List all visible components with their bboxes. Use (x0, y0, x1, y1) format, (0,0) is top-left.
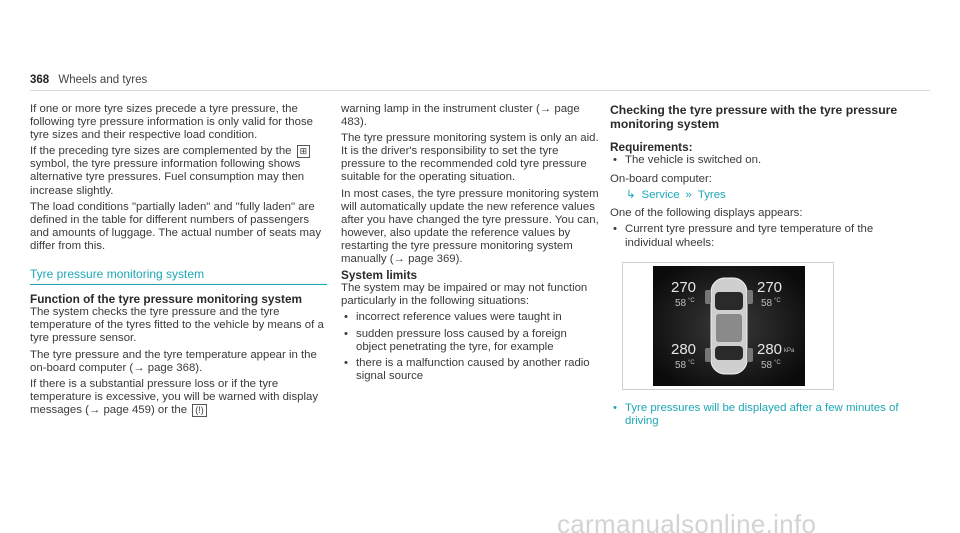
instrument-cluster-display (653, 266, 805, 386)
paragraph: The system checks the tyre pressure and the tyre temperature of the tyres fitted to the vehicle by means of a tyre pressure sensor. (30, 306, 324, 345)
chapter-title: Wheels and tyres (58, 74, 148, 86)
temp-unit: °C (774, 359, 781, 366)
text: ). (455, 253, 463, 266)
subsection-title: System limits (341, 268, 418, 283)
rear-left-temp: 58 (675, 359, 687, 371)
car-top-view-icon (705, 278, 753, 374)
paragraph: The tyre pressure monitoring system is only an aid. It is the driver's responsibility to set the tyre pressure to the recommended cold tyre pressure suitable for the operating situation. (341, 132, 599, 184)
column-1 (30, 103, 327, 420)
arrow-icon: → (539, 103, 552, 115)
paragraph: The load conditions "partially laden" and "fully laden" are defined in the table for different numbers of passengers and amounts of luggage. The actual number of seats may differ from this. (30, 200, 322, 252)
list-item: • incorrect reference values were taught in (341, 311, 599, 324)
watermark: carmanualsonline.info (557, 509, 817, 533)
menu-item-tyres[interactable]: Tyres (697, 189, 726, 202)
section-heading: Checking the tyre pressure with the tyre pressure monitoring system (610, 103, 898, 131)
page-number: 368 (30, 74, 50, 86)
requirements-title: Requirements: (610, 140, 693, 154)
paragraph (341, 103, 599, 129)
front-right-pressure: 270 (757, 278, 783, 296)
section-title: Tyre pressure monitoring system (30, 268, 327, 285)
paragraph (30, 349, 327, 375)
text: warning lamp in the instrument cluster ( (341, 103, 540, 115)
paragraph (30, 145, 327, 197)
paragraph: The system may be impaired or may not function particularly in the following situations: (341, 282, 588, 308)
column-2 (341, 103, 599, 386)
list-item: • The vehicle is switched on. (610, 154, 910, 167)
text: ) or the (150, 403, 188, 416)
text: If there is a substantial pressure loss or if the tyre temperature is excessive, you will be warned with display messages ( (30, 377, 319, 416)
paragraph: On-board computer: (610, 173, 712, 186)
paragraph (341, 188, 599, 267)
page-reference-link[interactable]: page 459 (103, 403, 151, 416)
front-left-temp: 58 (675, 297, 687, 309)
text: If the preceding tyre sizes are complemented by the (30, 145, 292, 158)
list-item: • sudden pressure loss caused by a foreign object penetrating the tyre, for example (341, 328, 599, 354)
menu-arrow-icon: ↳ (626, 189, 636, 202)
temp-unit: °C (774, 297, 781, 304)
temp-unit: °C (688, 297, 695, 304)
tyre-pressure-figure (622, 262, 834, 390)
temp-unit: °C (688, 359, 695, 366)
arrow-icon: → (133, 361, 145, 374)
front-left-pressure: 270 (671, 278, 697, 296)
paragraph (30, 378, 327, 417)
page-reference-link[interactable]: page 483 (341, 103, 580, 129)
column-3 (610, 103, 910, 431)
paragraph: If one or more tyre sizes precede a tyre pressure, the following tyre pressure information is only valid for those tyre sizes and their respective load condition. (30, 103, 313, 142)
tyre-warning-icon: (!) (192, 404, 207, 417)
paragraph: One of the following displays appears: (610, 207, 803, 220)
page-header (30, 74, 147, 86)
arrow-icon: → (393, 253, 405, 266)
list-item: • there is a malfunction caused by another radio signal source (341, 357, 599, 383)
menu-next-icon: » (685, 189, 692, 202)
rear-right-pressure: 280 (757, 340, 783, 358)
menu-path (626, 189, 910, 202)
page-reference-link[interactable]: page 368 (147, 361, 196, 374)
list-item: • Tyre pressures will be displayed after a few minutes of driving (610, 402, 910, 428)
text: In most cases, the tyre pressure monitoring system will automatically update the new reference values after you have changed the tyre pressure. You can, however, also update the reference values by restarting the tyre pressure monitoring system manually ( (341, 187, 599, 266)
header-divider (30, 90, 930, 91)
tyre-display-graphic (653, 266, 805, 386)
text: The tyre pressure and the tyre temperature appear in the on-board computer ( (30, 348, 317, 374)
rear-left-pressure: 280 (671, 340, 697, 358)
arrow-icon: → (88, 403, 101, 416)
list-item: • Current tyre pressure and tyre temperature of the individual wheels: (610, 223, 910, 249)
subsection-title: Function of the tyre pressure monitoring system (30, 292, 303, 307)
text: symbol, the tyre pressure information following shows alternative tyre pressures. Fuel consumption may then increase slightly. (30, 158, 305, 197)
menu-item-service[interactable]: Service (641, 189, 680, 202)
text: ). (195, 361, 203, 374)
text: ). (360, 116, 367, 129)
page-reference-link[interactable]: page 369 (408, 253, 456, 266)
rear-right-temp: 58 (761, 359, 773, 371)
front-right-temp: 58 (761, 297, 773, 309)
alternative-pressure-icon: ⊞ (297, 145, 311, 158)
pressure-unit: kPa (784, 347, 795, 354)
